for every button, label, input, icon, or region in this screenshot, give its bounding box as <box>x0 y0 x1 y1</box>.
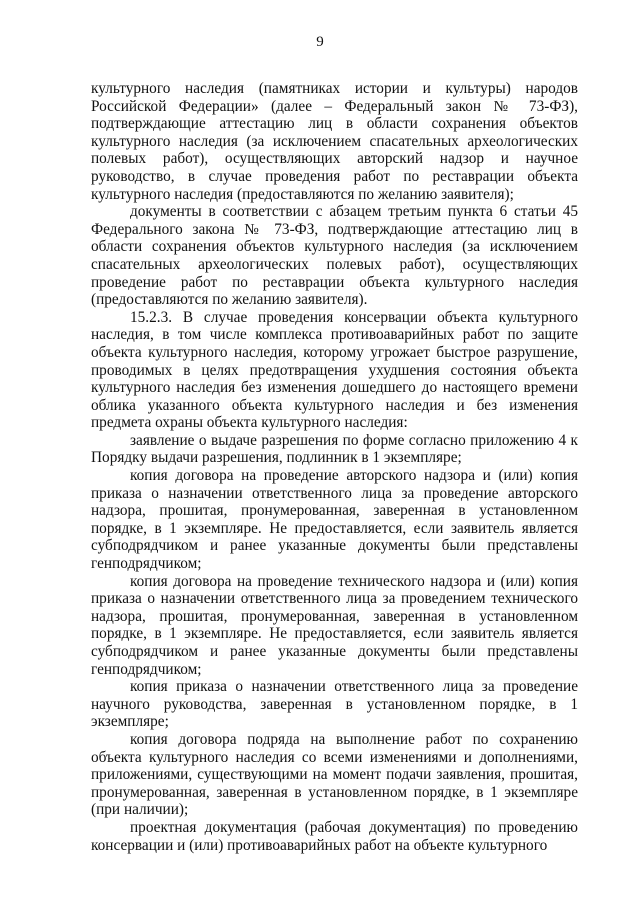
paragraph-scientific-management: копия приказа о назначении ответственного лица за проведение научного руководства, заверенная в установленном порядке, в 1 экземпляре; <box>91 678 578 731</box>
paragraph-author-supervision: копия договора на проведение авторского надзора и (или) копия приказа о назначении ответственного лица за проведение авторского надзора, прошитая, пронумерованная, заверенная в установленном порядке, в 1 экземпляре. Не предоставляется, если заявитель является субподрядчиком и ранее указанные документы были представлены генподрядчиком; <box>91 467 578 573</box>
document-body <box>91 80 578 854</box>
page-number: 9 <box>316 34 324 50</box>
paragraph-clause-15-2-3: 15.2.3. В случае проведения консервации объекта культурного наследия, в том числе комплекса противоаварийных работ по защите объекта культурного наследия, которому угрожает быстрое разрушение, проводимых в целях предотвращения ухудшения состояния объекта культурного наследия без изменения дошедшего до настоящего времени облика указанного объекта культурного наследия и без изменения предмета охраны объекта культурного наследия: <box>91 308 578 432</box>
paragraph-technical-supervision: копия договора на проведение технического надзора и (или) копия приказа о назначении ответственного лица за проведением технического надзора, прошитая, пронумерованная, заверенная в установленном порядке, в 1 экземпляре. Не предоставляется, если заявитель является субподрядчиком и ранее указанные документы были представлены генподрядчиком; <box>91 572 578 678</box>
paragraph-contract: копия договора подряда на выполнение работ по сохранению объекта культурного наследия со всеми изменениями и дополнениями, приложениями, существующими на момент подачи заявления, прошитая, пронумерованная, заверенная в установленном порядке, в 1 экземпляре (при наличии); <box>91 730 578 819</box>
paragraph-article-45-documents: документы в соответствии с абзацем третьим пункта 6 статьи 45 Федерального закона № 73-ФЗ, подтверждающие аттестацию лиц в области сохранения объектов культурного наследия (за исключением спасательных археологических полевых работ), осуществляющих проведение работ по реставрации объекта культурного наследия (предоставляются по желанию заявителя). <box>91 203 578 309</box>
paragraph-application: заявление о выдаче разрешения по форме согласно приложению 4 к Порядку выдачи разрешения, подлинник в 1 экземпляре; <box>91 431 578 467</box>
paragraph-project-documentation: проектная документация (рабочая документация) по проведению консервации и (или) противоаварийных работ на объекте культурного <box>91 818 578 854</box>
paragraph-continuation: культурного наследия (памятниках истории и культуры) народов Российской Федерации» (далее – Федеральный закон № 73-ФЗ), подтверждающие аттестацию лиц в области сохранения объектов культурного наследия (за исключением спасательных археологических полевых работ), осуществляющих авторский надзор и научное руководство, в случае проведения работ по реставрации объекта культурного наследия (предоставляются по желанию заявителя); <box>91 80 578 203</box>
